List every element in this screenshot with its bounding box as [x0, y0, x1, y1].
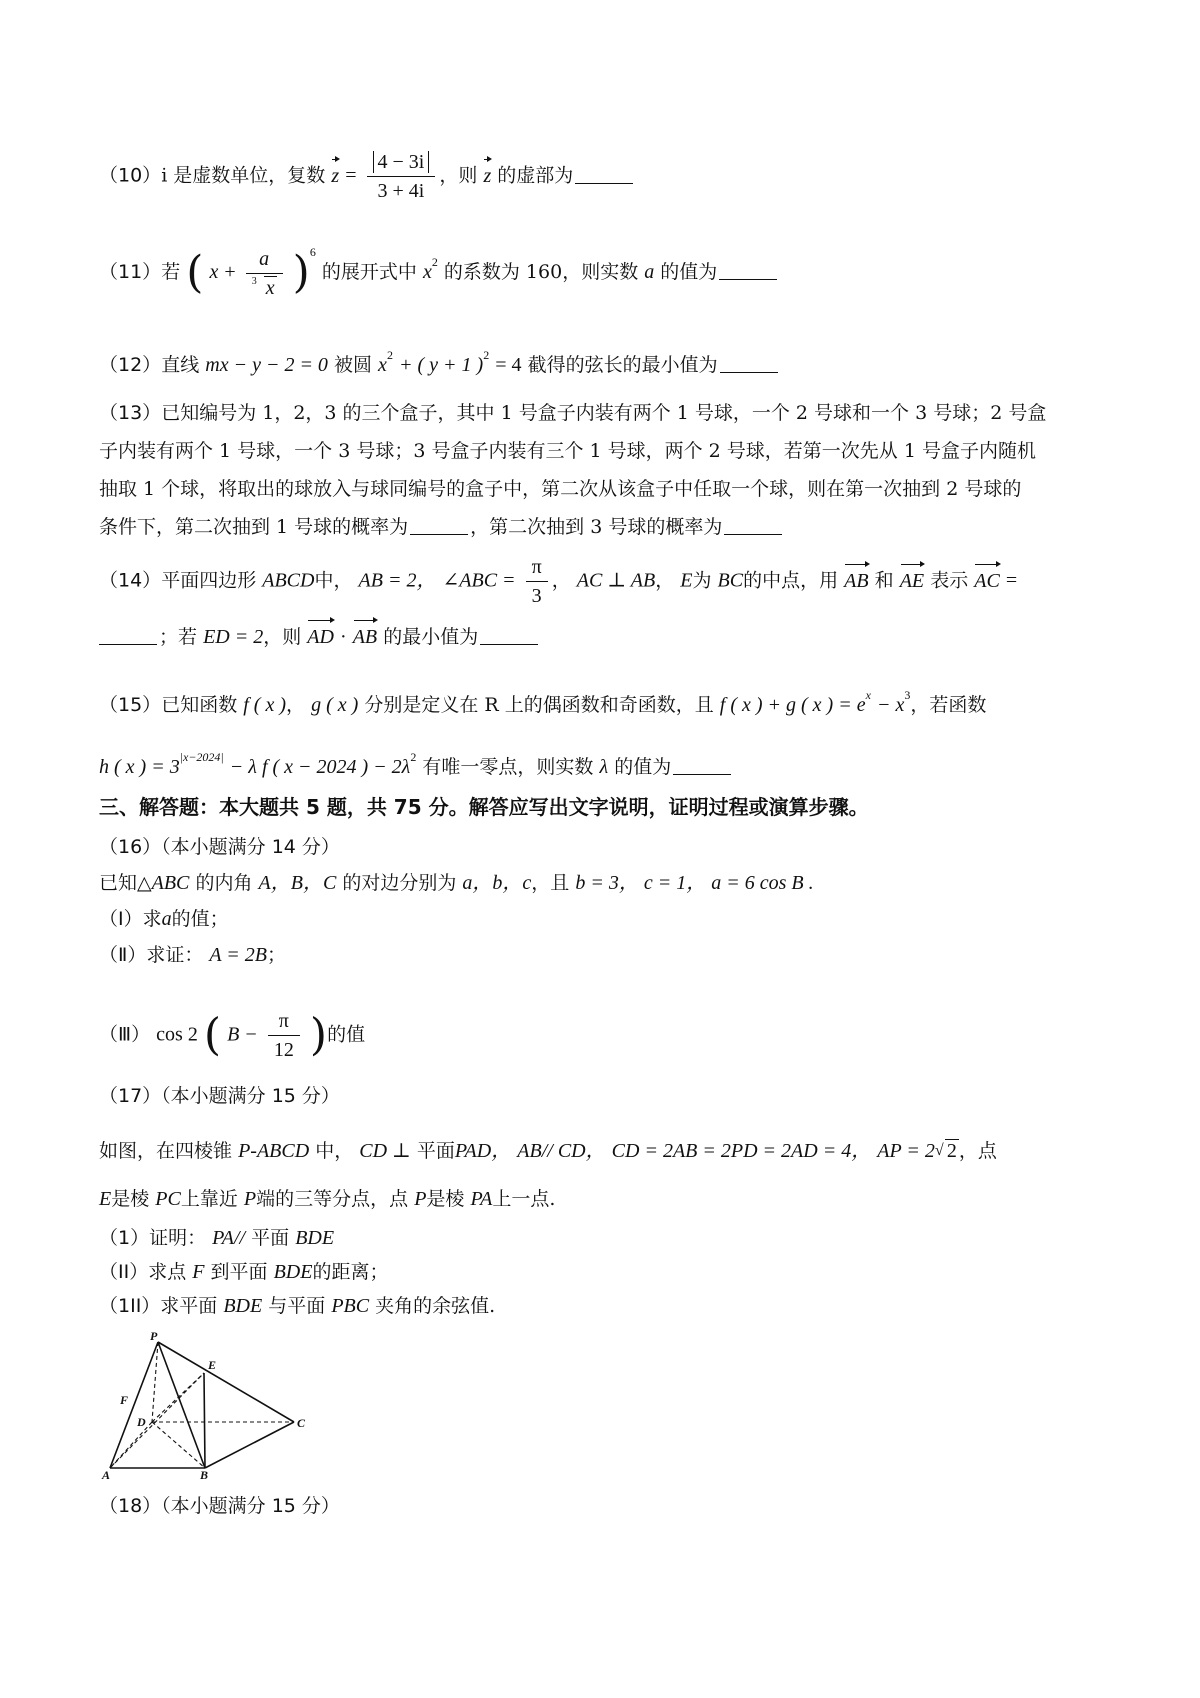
q16-left-paren: (: [203, 1009, 222, 1061]
q13-number: （13）: [99, 402, 162, 424]
q16-right-paren: ): [309, 1009, 328, 1061]
q15-fx: f ( x ): [243, 694, 287, 716]
q16-stem-4: ，且: [531, 872, 570, 894]
q17-stem-4: ，点: [958, 1140, 997, 1162]
q14-comma: ，: [551, 569, 571, 592]
q10-numerator: 4 − 3i: [373, 151, 430, 173]
q13-line-1: [99, 394, 1109, 432]
q16-part-1-end: 的值；: [171, 908, 229, 930]
q14-pi: π: [526, 555, 548, 582]
q14-answer-blank-1: [99, 644, 157, 645]
q17-parallel: AB// CD，: [517, 1140, 606, 1162]
q11-exp2: 2: [431, 255, 438, 269]
edge-pb: [158, 1342, 205, 1468]
q13-answer-blank-1: [410, 534, 468, 535]
q17-stem-1: 如图，在四棱锥: [99, 1140, 233, 1162]
q14-text-6: 的中点，用: [743, 569, 839, 592]
q14-text-7: 和: [874, 569, 894, 592]
q16-part-3-end: 的值: [327, 1023, 366, 1046]
q15-exp-3: 3: [904, 688, 911, 702]
label-a: A: [102, 1468, 111, 1480]
q15-lambda-exp: 2: [410, 750, 417, 764]
q14-three: 3: [531, 585, 542, 607]
q10-z-2: z: [483, 162, 491, 190]
q14-dot: ·: [340, 626, 347, 648]
q10-answer-blank: [575, 183, 633, 184]
q11-cube-root: [252, 276, 277, 300]
q17-part-2-f: F: [192, 1261, 205, 1283]
q17-part-2-label: （II）求点: [99, 1261, 187, 1283]
q16-header: （16）（本小题满分 14 分）: [99, 836, 340, 858]
q16-part-1-a: a: [161, 908, 172, 930]
q16-conditions: b = 3， c = 1， a = 6 cos B .: [575, 872, 814, 894]
q15-comma: ，: [286, 694, 306, 716]
q15-text-4: ，若函数: [910, 694, 987, 716]
q11-x: x: [209, 261, 219, 283]
q16-part-1: [99, 901, 1109, 937]
q16-part-2-end: ；: [266, 944, 286, 966]
edge-pc: [158, 1342, 294, 1422]
edge-be: [204, 1373, 205, 1468]
q16-stem-3: 的对边分别为: [342, 872, 457, 894]
q12-line-equation: mx − y − 2 = 0: [205, 354, 328, 376]
q17-p: P: [243, 1188, 257, 1210]
q10-z: z: [331, 162, 339, 190]
q12-circle-rhs: = 4: [495, 354, 522, 376]
q15-text-1: 已知函数: [161, 694, 238, 716]
q15-gx: g ( x ): [311, 694, 359, 716]
q17-part-2-mid: 到平面: [210, 1261, 268, 1283]
q16-pi: π: [268, 1009, 300, 1036]
q16-part-3-label: （Ⅲ）: [99, 1023, 151, 1046]
q12-circle-exp1: 2: [386, 348, 393, 362]
q16-stem: [99, 865, 1109, 901]
q14-ed: ED = 2: [203, 626, 264, 648]
q10-text-3: 的虚部为: [497, 164, 574, 187]
q15-h-exponent: |x−2024|: [179, 750, 224, 764]
q14-comma-2: ，: [655, 569, 675, 592]
q11-root-x: x: [265, 276, 275, 299]
q15-answer-blank: [673, 774, 731, 775]
label-d: D: [137, 1415, 146, 1429]
q11-answer-blank: [719, 279, 777, 280]
q17-sqrt: √ 2: [934, 1140, 957, 1162]
q13-line-2: 子内装有两个 1 号球，一个 3 号球；3 号盒子内装有三个 1 号球，两个 2 号球，若第一次先从 1 号盒子内随机: [99, 440, 1036, 462]
q12-text-3: 截得的弦长的最小值为: [527, 354, 718, 376]
q12-circle-x: x: [378, 354, 387, 376]
q11-numerator-a: a: [246, 247, 283, 274]
q16-part-2-label: （Ⅱ）求证：: [99, 944, 204, 966]
q11-x2: x: [422, 261, 432, 283]
q17-pc: PC: [155, 1188, 181, 1210]
q14-vector-ac: AC: [974, 567, 1000, 595]
q17-pa: PA: [470, 1188, 493, 1210]
q14-answer-blank-2: [480, 644, 538, 645]
q17-l2-3: 端的三等分点，点: [256, 1188, 409, 1210]
q10-eq: =: [345, 164, 357, 187]
q13-line-4a: 条件下，第二次抽到 1 号球的概率为: [99, 516, 409, 538]
q11-root-index: 3: [251, 275, 257, 287]
question-14-line-2: [99, 623, 1109, 651]
question-15: [99, 681, 1109, 719]
question-14: [99, 555, 1109, 608]
q11-plus: +: [224, 261, 236, 283]
q16-part-1-label: （Ⅰ）求: [99, 908, 162, 930]
question-15-line-2: [99, 743, 1109, 781]
label-p: P: [150, 1330, 158, 1343]
q14-angle: ∠ABC =: [442, 569, 516, 592]
edge-pa: [110, 1342, 158, 1468]
q11-text-1: 若: [161, 261, 181, 283]
q14-vector-ab: AB: [844, 567, 868, 595]
q17-l2-4: 是棱: [426, 1188, 465, 1210]
q17-l2-5: 上一点.: [492, 1188, 556, 1210]
q17-part-1-label: （1）证明：: [99, 1227, 207, 1249]
q11-fraction: [246, 247, 283, 300]
q15-text-6: 的值为: [614, 756, 672, 778]
q15-number: （15）: [99, 694, 162, 716]
q16-part-3: [99, 1009, 1109, 1062]
q17-stem-2: 中，: [315, 1140, 354, 1162]
q16-part-3-cos: cos 2: [156, 1023, 198, 1046]
question-16: [99, 829, 1109, 973]
q18-header: （18）（本小题满分 15 分）: [99, 1495, 340, 1517]
q17-sqrt-2: 2: [946, 1140, 957, 1162]
edge-ae: [110, 1373, 204, 1468]
q14-text-8: 表示: [930, 569, 969, 592]
q15-minus-x: − x: [876, 694, 905, 716]
q17-part-3-bde: BDE: [223, 1295, 263, 1317]
q14-text-2: 中，: [314, 569, 353, 592]
q17-part-3-mid: 与平面: [268, 1295, 326, 1317]
q14-vector-ab-2: AB: [353, 623, 377, 651]
q17-pabcd: P-ABCD: [238, 1140, 310, 1162]
q14-ab-length: AB = 2，: [358, 569, 437, 592]
q11-text-4: 的值为: [660, 261, 718, 283]
q17-part-3: [99, 1289, 1109, 1323]
label-f: F: [120, 1393, 129, 1407]
q16-fraction: [268, 1009, 300, 1062]
q15-lambda: λ: [599, 756, 609, 778]
q17-l2-2: 上靠近: [180, 1188, 238, 1210]
section-3-heading: 三、解答题：本大题共 5 题，共 75 分。解答应写出文字说明，证明过程或演算步骤。: [99, 795, 869, 819]
question-11: [99, 238, 1109, 300]
q16-abc: ABC: [151, 872, 190, 894]
q12-number: （12）: [99, 354, 162, 376]
q15-h-rest: − λ f ( x − 2024 ) − 2λ: [229, 756, 411, 778]
q14-bc: BC: [717, 569, 744, 592]
q15-exp-x: x: [865, 688, 871, 702]
q14-text-10: ，则: [263, 626, 302, 648]
q13-line-3: 抽取 1 个球，将取出的球放入与球同编号的盒子中，第二次从该盒子中任取一个球，则在第一次抽到 2 号球的: [99, 478, 1022, 500]
q16-stem-2: 的内角: [195, 872, 253, 894]
q12-circle-y: + ( y + 1 ): [398, 354, 484, 376]
q13-line-4b: ，第二次抽到 3 号球的概率为: [470, 516, 723, 538]
q14-angle-fraction: [526, 555, 548, 608]
q16-stem-1: 已知△: [99, 872, 152, 894]
q17-part-1-bde: BDE: [295, 1227, 335, 1249]
q17-perp: CD ⊥: [359, 1140, 411, 1162]
q17-part-2-end: 的距离；: [312, 1261, 389, 1283]
q14-text-1: 平面四边形: [161, 569, 257, 592]
q16-angles: A，B，C: [258, 872, 337, 894]
q14-eq: =: [1005, 569, 1018, 592]
label-e: E: [208, 1358, 217, 1372]
q11-a: a: [644, 261, 655, 283]
question-10: [99, 150, 1109, 203]
q12-circle-exp2: 2: [483, 348, 490, 362]
q14-vector-ae: AE: [900, 567, 924, 595]
q10-denominator: 3 + 4i: [377, 180, 425, 202]
question-12: [99, 341, 1109, 379]
q11-text-3: 的系数为 160，则实数: [443, 261, 639, 283]
q14-text-9: ；若: [159, 626, 198, 648]
q14-number: （14）: [99, 569, 162, 592]
q17-ap: AP = 2: [877, 1140, 935, 1162]
q16-part-2: [99, 937, 1109, 973]
q11-left-paren: (: [186, 247, 204, 298]
label-b: B: [200, 1468, 209, 1480]
question-13: [99, 394, 1109, 546]
q16-part-3-b: B −: [227, 1023, 258, 1046]
q14-text-11: 的最小值为: [383, 626, 479, 648]
q10-text-1: i 是虚数单位，复数: [161, 164, 326, 187]
q11-power: 6: [309, 245, 316, 259]
q14-text-5: 为: [692, 569, 712, 592]
q15-h: h ( x ) = 3: [99, 756, 180, 778]
q11-right-paren: ): [292, 247, 310, 298]
q17-part-3-end: 夹角的余弦值.: [375, 1295, 496, 1317]
q17-p-2: P: [414, 1188, 427, 1210]
q16-sides: a，b，c: [462, 872, 532, 894]
q15-sum: f ( x ) + g ( x ) = e: [719, 694, 866, 716]
label-c: C: [297, 1416, 306, 1430]
q12-answer-blank: [720, 372, 778, 373]
q11-text-2: 的展开式中: [321, 261, 417, 283]
q15-text-5: 有唯一零点，则实数: [422, 756, 594, 778]
q17-lengths: CD = 2AB = 2PD = 2AD = 4，: [611, 1140, 872, 1162]
q14-e: E: [680, 569, 693, 592]
q17-stem-line-2: [99, 1185, 1109, 1213]
q17-part-2: [99, 1255, 1109, 1289]
q10-number: （10）: [99, 164, 162, 187]
q17-part-3-pbc: PBC: [331, 1295, 370, 1317]
q14-perp: AC ⊥ AB: [576, 569, 656, 592]
pyramid-figure: [100, 1330, 306, 1480]
q13-line-1-text: 已知编号为 1，2，3 的三个盒子，其中 1 号盒子内装有两个 1 号球，一个 2 号球和一个 3 号球；2 号盒: [161, 402, 1047, 424]
q17-part-2-bde: BDE: [273, 1261, 313, 1283]
q13-answer-blank-2: [724, 534, 782, 535]
q17-stem-line-1: [99, 1137, 1109, 1165]
q17-part-1-mid: 平面: [251, 1227, 290, 1249]
q16-twelve: 12: [273, 1039, 294, 1061]
q14-abcd: ABCD: [262, 569, 315, 592]
q10-fraction: [367, 150, 436, 203]
q17-plane: 平面: [416, 1140, 455, 1162]
q14-vector-ad: AD: [307, 623, 334, 651]
q17-header: （17）（本小题满分 15 分）: [99, 1085, 340, 1107]
q17-part-1-pa: PA//: [212, 1227, 246, 1249]
q17-pad: PAD，: [454, 1140, 512, 1162]
q11-number: （11）: [99, 261, 162, 283]
edge-bc: [205, 1422, 294, 1468]
q17-part-1: [99, 1221, 1109, 1255]
q12-text-2: 被圆: [333, 354, 372, 376]
q16-part-2-eq: A = 2B: [209, 944, 267, 966]
q13-line-4: [99, 508, 1109, 546]
q17-parts: [99, 1221, 1109, 1323]
q17-l2-1: 是棱: [111, 1188, 150, 1210]
q17-e: E: [99, 1188, 112, 1210]
q12-text-1: 直线: [161, 354, 200, 376]
q10-text-2: ，则: [439, 164, 478, 187]
q15-text-3: 分别是定义在 R 上的偶函数和奇函数，且: [364, 694, 714, 716]
q17-part-3-label: （1II）求平面: [99, 1295, 218, 1317]
